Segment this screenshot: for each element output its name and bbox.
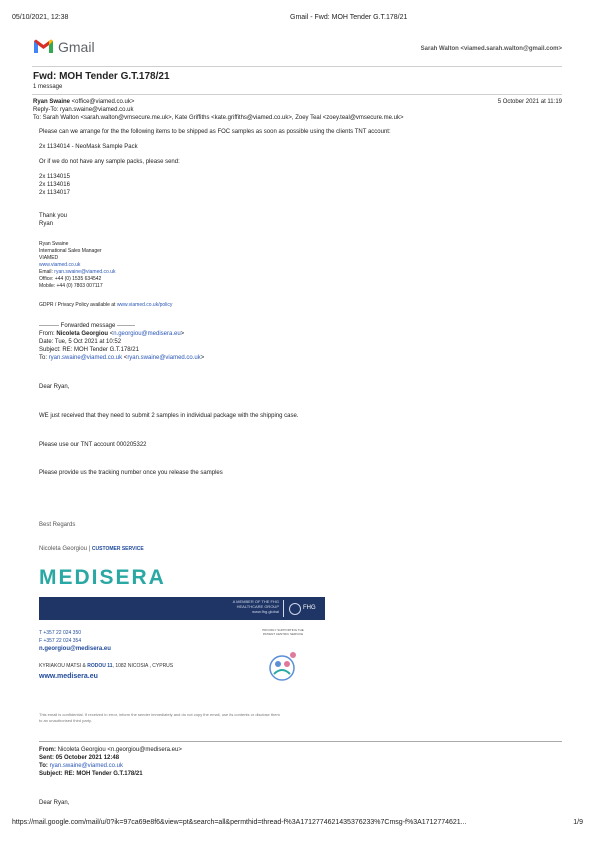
divider <box>32 94 562 95</box>
gmail-logo-text: Gmail <box>58 39 95 55</box>
fwd-from-label: From: <box>39 331 57 337</box>
banner-line-3: www.fhg.global <box>252 609 279 614</box>
sender[interactable] <box>33 98 134 106</box>
list-item: 2x 1134016 <box>39 182 70 188</box>
msg2-to-email-link[interactable]: ryan.swaine@viamed.co.uk <box>49 763 124 769</box>
list-item: 2x 1134017 <box>39 190 70 196</box>
nicoleta-signature <box>39 545 144 553</box>
account-email: Sarah Walton <viamed.sarah.walton@gmail.com> <box>420 46 562 52</box>
gmail-logo-icon <box>33 38 54 54</box>
fhg-text: FHG <box>303 605 316 611</box>
msg2-from-name: Nicoleta Georgiou <box>57 747 106 753</box>
medisera-fax: F +357 22 024 354 <box>39 638 82 644</box>
sender-name: Ryan Swaine <box>33 99 71 105</box>
msg2-subject: Subject: RE: MOH Tender G.T.178/21 <box>39 771 143 777</box>
sig-office: Office: +44 (0) 1535 634542 <box>39 276 102 282</box>
sig-name: Ryan Swaine <box>39 241 69 247</box>
fwd-para-2: Please use our TNT account 000205322 <box>39 442 147 448</box>
banner-line-1: A MEMBER OF THE FHG <box>232 599 279 604</box>
msg2-sent: Sent: 05 October 2021 12:48 <box>39 755 120 761</box>
nicoleta-dept: CUSTOMER SERVICE <box>91 546 144 552</box>
banner-text <box>219 599 279 614</box>
divider <box>39 741 562 742</box>
fwd-to-label: To: <box>39 355 49 361</box>
medisera-banner <box>39 597 325 620</box>
sig-website-link[interactable]: www.viamed.co.uk <box>39 262 81 268</box>
reply-to: Reply-To: ryan.swaine@viamed.co.uk <box>33 107 134 113</box>
medisera-address <box>39 663 173 670</box>
banner-divider <box>283 600 284 617</box>
body-alt: Or if we do not have any sample packs, please send: <box>39 159 180 165</box>
fwd-from-name: Nicoleta Georgiou <box>56 331 109 337</box>
medisera-contact <box>39 629 111 653</box>
body-item-main: 2x 1134014 - NeoMask Sample Pack <box>39 144 138 150</box>
fwd-para-3: Please provide us the tracking number once you release the samples <box>39 470 223 476</box>
msg2-from-label: From: <box>39 747 58 753</box>
gdpr-label: GDPR / Privacy Policy available at <box>39 302 117 308</box>
fwd-to-email-link[interactable]: ryan.swaine@viamed.co.uk <box>48 355 123 361</box>
fwd-to: To: ryan.swaine@viamed.co.uk <ryan.swaine@viamed.co.uk> <box>39 355 205 361</box>
msg2-header <box>39 746 182 778</box>
thanks: Thank you <box>39 213 68 219</box>
msg2-to-label: To: <box>39 763 50 769</box>
fhg-logo-icon <box>289 603 301 615</box>
thread-subject: Fwd: MOH Tender G.T.178/21 <box>33 71 170 82</box>
item-list <box>39 173 70 197</box>
forwarded-marker: ---------- Forwarded message --------- <box>39 323 135 329</box>
list-item: 2x 1134015 <box>39 174 70 180</box>
fwd-subject: Subject: RE: MOH Tender G.T.178/21 <box>39 347 139 353</box>
gdpr-link[interactable]: www.viamed.co.uk/policy <box>116 302 173 308</box>
print-page-number: 1/9 <box>573 819 583 826</box>
print-datetime: 05/10/2021, 12:38 <box>12 14 69 21</box>
addr-part: RODOU 11 <box>87 663 113 669</box>
recipients: To: Sarah Walton <sarah.walton@vmsecure.me.uk>, Kate Griffiths <kate.griffiths@viamed.co.uk>, Zoey Teal <zoey.teal@vmsecure.me.uk> <box>33 115 404 121</box>
fwd-greeting: Dear Ryan, <box>39 384 70 390</box>
sender-email: <office@viamed.co.uk> <box>70 99 135 105</box>
signoff: Ryan <box>39 221 54 227</box>
sig-email-link[interactable]: ryan.swaine@viamed.co.uk <box>54 269 116 275</box>
medisera-tel: T +357 22 024 350 <box>39 630 82 636</box>
msg2-from-email: <n.georgiou@medisera.eu> <box>105 747 182 753</box>
sig-email-label: Email: <box>39 269 55 275</box>
fwd-para-1: WE just received that they need to submit 2 samples in individual package with the shipping case. <box>39 413 299 419</box>
disclaimer-line-1: This email is confidential. If received in error, inform the sender immediately and do not copy the email, use its contents or disclose them <box>39 712 280 717</box>
message-date: 5 October 2021 at 11:19 <box>497 99 562 105</box>
signature-block <box>39 241 116 290</box>
print-doc-title: Gmail - Fwd: MOH Tender G.T.178/21 <box>290 14 408 21</box>
fwd-date: Date: Tue, 5 Oct 2021 at 10:52 <box>39 339 122 345</box>
medisera-email-link[interactable]: n.georgiou@medisera.eu <box>39 646 111 652</box>
body-intro: Please can we arrange for the the following items to be shipped as FOC samples as soon as possible using the clients TNT account: <box>39 129 391 135</box>
medisera-web-link[interactable]: www.medisera.eu <box>39 673 98 680</box>
addr-part: KYRIAKOU MATSI & <box>39 663 88 669</box>
print-url: https://mail.google.com/mail/u/0?ik=97ca69e8f6&view=pt&search=all&permthid=thread-f%3A1712774621435376233%7Cmsg-f%3A1712774621... <box>12 819 467 826</box>
fwd-from-email-link[interactable]: n.georgiou@medisera.eu <box>113 331 181 337</box>
patient-centric-text: PROUDLY SUPPORTING THE PATIENT CENTRIC SERVICE <box>262 628 304 636</box>
sig-company: VIAMED <box>39 255 59 261</box>
fwd-bracket: > <box>180 331 185 337</box>
fwd-bracket: < <box>108 331 114 337</box>
disclaimer-line-2: to an unauthorised third party. <box>39 718 92 723</box>
patient-centric-badge-icon <box>266 646 300 686</box>
sig-mobile: Mobile: +44 (0) 7803 007117 <box>39 283 103 289</box>
nicoleta-name: Nicoleta Georgiou | <box>39 546 92 552</box>
disclaimer <box>39 712 280 724</box>
divider <box>32 66 562 67</box>
banner-line-2: HEALTHCARE GROUP <box>236 604 279 609</box>
gdpr-line <box>39 302 172 309</box>
fwd-from <box>39 330 184 338</box>
addr-part: , 1082 NICOSIA , CYPRUS <box>112 663 174 669</box>
best-regards: Best Regards <box>39 522 76 528</box>
sig-role: International Sales Manager <box>39 248 102 254</box>
message-count: 1 message <box>33 84 63 90</box>
fwd-to-email-link-2[interactable]: ryan.swaine@viamed.co.uk <box>127 355 201 361</box>
medisera-logo: MEDISERA <box>39 566 166 589</box>
msg2-greeting: Dear Ryan, <box>39 800 70 806</box>
